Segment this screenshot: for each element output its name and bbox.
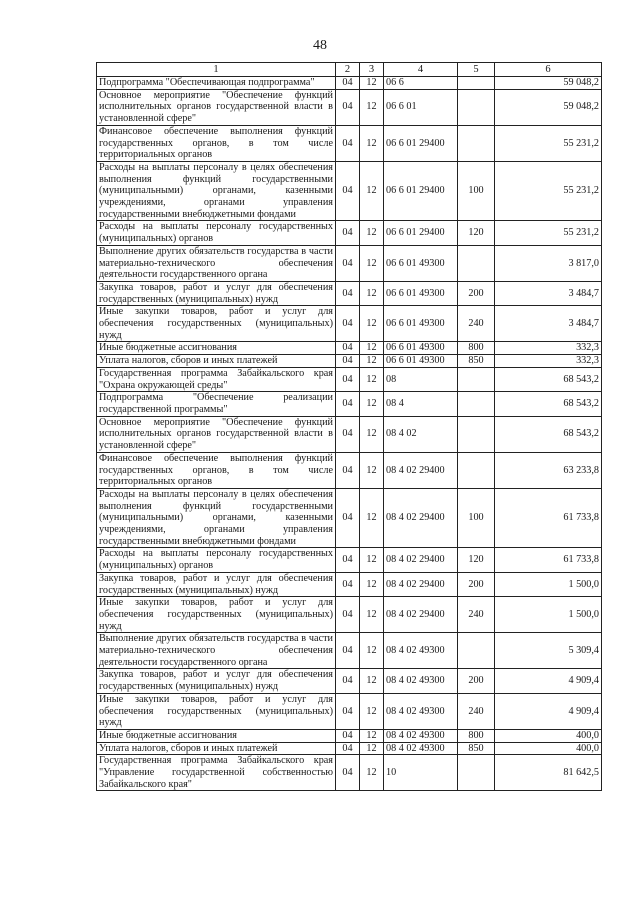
row-code-section-cell: 04	[336, 416, 360, 452]
row-amount-cell: 59 048,2	[495, 89, 602, 125]
row-amount-cell: 61 733,8	[495, 548, 602, 572]
row-expense-type-cell: 850	[458, 742, 495, 755]
row-target-article-cell: 06 6 01 49300	[384, 342, 458, 355]
row-expense-type-cell	[458, 125, 495, 161]
row-name-cell: Финансовое обеспечение выполнения функций государственных органов, в том числе территориальных органов	[97, 125, 336, 161]
row-code-section-cell: 04	[336, 742, 360, 755]
row-code-section-cell: 04	[336, 755, 360, 791]
row-name-cell: Закупка товаров, работ и услуг для обеспечения государственных (муниципальных) нужд	[97, 669, 336, 693]
header-cell: 2	[336, 63, 360, 77]
row-code-section-cell: 04	[336, 488, 360, 548]
row-name-cell: Подпрограмма "Обеспечивающая подпрограмма"	[97, 77, 336, 90]
row-target-article-cell: 06 6 01 49300	[384, 281, 458, 305]
row-target-article-cell: 08 4 02 49300	[384, 669, 458, 693]
table-row	[97, 306, 602, 342]
row-expense-type-cell	[458, 416, 495, 452]
row-amount-cell: 55 231,2	[495, 161, 602, 221]
row-amount-cell: 332,3	[495, 355, 602, 368]
row-expense-type-cell	[458, 633, 495, 669]
budget-table	[96, 62, 602, 791]
row-code-subsection-cell: 12	[360, 633, 384, 669]
table-row	[97, 89, 602, 125]
row-code-section-cell: 04	[336, 693, 360, 729]
row-code-subsection-cell: 12	[360, 452, 384, 488]
row-code-section-cell: 04	[336, 281, 360, 305]
row-expense-type-cell: 200	[458, 281, 495, 305]
row-code-subsection-cell: 12	[360, 342, 384, 355]
row-code-section-cell: 04	[336, 367, 360, 391]
row-expense-type-cell: 100	[458, 161, 495, 221]
row-code-section-cell: 04	[336, 452, 360, 488]
row-name-cell: Государственная программа Забайкальского края "Охрана окружающей среды"	[97, 367, 336, 391]
table-row	[97, 281, 602, 305]
row-amount-cell: 68 543,2	[495, 367, 602, 391]
row-amount-cell: 55 231,2	[495, 125, 602, 161]
row-target-article-cell: 08 4	[384, 392, 458, 416]
table-header-row	[97, 63, 602, 77]
row-code-section-cell: 04	[336, 77, 360, 90]
table-row	[97, 355, 602, 368]
table-row	[97, 548, 602, 572]
row-target-article-cell: 08 4 02 29400	[384, 597, 458, 633]
table-row	[97, 77, 602, 90]
table-row	[97, 342, 602, 355]
row-name-cell: Подпрограмма "Обеспечение реализации государственной программы"	[97, 392, 336, 416]
row-name-cell: Выполнение других обязательств государства в части материально-технического обеспечения деятельности государственного органа	[97, 633, 336, 669]
row-amount-cell: 81 642,5	[495, 755, 602, 791]
row-expense-type-cell	[458, 392, 495, 416]
table-row	[97, 669, 602, 693]
row-code-subsection-cell: 12	[360, 572, 384, 596]
table-row	[97, 161, 602, 221]
table-row	[97, 125, 602, 161]
row-code-subsection-cell: 12	[360, 755, 384, 791]
row-name-cell: Иные закупки товаров, работ и услуг для обеспечения государственных (муниципальных) нужд	[97, 597, 336, 633]
row-code-section-cell: 04	[336, 161, 360, 221]
header-cell: 1	[97, 63, 336, 77]
row-name-cell: Расходы на выплаты персоналу в целях обеспечения выполнения функций государственными (муниципальными) органами, казенными учреждениями, органами управления государственными внебюджетными фондами	[97, 161, 336, 221]
row-expense-type-cell: 800	[458, 342, 495, 355]
table-row	[97, 452, 602, 488]
row-name-cell: Выполнение других обязательств государства в части материально-технического обеспечения деятельности государственного органа	[97, 245, 336, 281]
row-expense-type-cell	[458, 89, 495, 125]
row-target-article-cell: 08 4 02 29400	[384, 548, 458, 572]
row-code-section-cell: 04	[336, 89, 360, 125]
row-amount-cell: 3 817,0	[495, 245, 602, 281]
header-cell: 4	[384, 63, 458, 77]
row-amount-cell: 4 909,4	[495, 693, 602, 729]
row-name-cell: Уплата налогов, сборов и иных платежей	[97, 742, 336, 755]
row-code-subsection-cell: 12	[360, 125, 384, 161]
row-code-subsection-cell: 12	[360, 89, 384, 125]
row-code-subsection-cell: 12	[360, 669, 384, 693]
row-code-subsection-cell: 12	[360, 742, 384, 755]
row-code-section-cell: 04	[336, 306, 360, 342]
row-amount-cell: 1 500,0	[495, 572, 602, 596]
row-target-article-cell: 08 4 02 49300	[384, 633, 458, 669]
row-code-subsection-cell: 12	[360, 597, 384, 633]
row-code-subsection-cell: 12	[360, 245, 384, 281]
row-name-cell: Закупка товаров, работ и услуг для обеспечения государственных (муниципальных) нужд	[97, 281, 336, 305]
table-row	[97, 367, 602, 391]
row-code-subsection-cell: 12	[360, 392, 384, 416]
row-amount-cell: 332,3	[495, 342, 602, 355]
row-code-section-cell: 04	[336, 633, 360, 669]
row-expense-type-cell: 120	[458, 221, 495, 245]
row-expense-type-cell: 120	[458, 548, 495, 572]
row-amount-cell: 63 233,8	[495, 452, 602, 488]
row-code-subsection-cell: 12	[360, 161, 384, 221]
row-target-article-cell: 06 6 01 29400	[384, 221, 458, 245]
row-code-subsection-cell: 12	[360, 221, 384, 245]
row-amount-cell: 400,0	[495, 729, 602, 742]
table-row	[97, 597, 602, 633]
row-amount-cell: 1 500,0	[495, 597, 602, 633]
table-row	[97, 729, 602, 742]
row-target-article-cell: 06 6	[384, 77, 458, 90]
row-code-section-cell: 04	[336, 669, 360, 693]
table-row	[97, 221, 602, 245]
row-code-subsection-cell: 12	[360, 729, 384, 742]
table-row	[97, 633, 602, 669]
row-expense-type-cell: 100	[458, 488, 495, 548]
row-code-subsection-cell: 12	[360, 77, 384, 90]
row-target-article-cell: 08 4 02 29400	[384, 572, 458, 596]
row-amount-cell: 400,0	[495, 742, 602, 755]
row-code-subsection-cell: 12	[360, 355, 384, 368]
row-name-cell: Расходы на выплаты персоналу государственных (муниципальных) органов	[97, 548, 336, 572]
row-code-section-cell: 04	[336, 548, 360, 572]
row-expense-type-cell: 850	[458, 355, 495, 368]
row-name-cell: Иные закупки товаров, работ и услуг для обеспечения государственных (муниципальных) нужд	[97, 693, 336, 729]
row-expense-type-cell	[458, 755, 495, 791]
row-expense-type-cell: 800	[458, 729, 495, 742]
row-target-article-cell: 08 4 02	[384, 416, 458, 452]
row-target-article-cell: 06 6 01 49300	[384, 245, 458, 281]
row-code-section-cell: 04	[336, 355, 360, 368]
row-amount-cell: 68 543,2	[495, 392, 602, 416]
page-number: 48	[313, 38, 327, 53]
row-code-section-cell: 04	[336, 245, 360, 281]
row-target-article-cell: 10	[384, 755, 458, 791]
row-target-article-cell: 08 4 02 49300	[384, 693, 458, 729]
row-name-cell: Расходы на выплаты персоналу государственных (муниципальных) органов	[97, 221, 336, 245]
table-row	[97, 693, 602, 729]
row-name-cell: Государственная программа Забайкальского края "Управление государственной собственностью Забайкальского края"	[97, 755, 336, 791]
row-target-article-cell: 06 6 01 29400	[384, 125, 458, 161]
row-expense-type-cell	[458, 77, 495, 90]
table-row	[97, 416, 602, 452]
row-code-section-cell: 04	[336, 572, 360, 596]
row-target-article-cell: 06 6 01 29400	[384, 161, 458, 221]
row-code-section-cell: 04	[336, 597, 360, 633]
table-body	[97, 77, 602, 791]
header-cell: 3	[360, 63, 384, 77]
row-name-cell: Иные бюджетные ассигнования	[97, 342, 336, 355]
row-expense-type-cell: 200	[458, 572, 495, 596]
row-target-article-cell: 08 4 02 29400	[384, 488, 458, 548]
row-amount-cell: 59 048,2	[495, 77, 602, 90]
row-target-article-cell: 06 6 01 49300	[384, 306, 458, 342]
row-amount-cell: 3 484,7	[495, 306, 602, 342]
row-amount-cell: 68 543,2	[495, 416, 602, 452]
row-code-subsection-cell: 12	[360, 693, 384, 729]
row-amount-cell: 55 231,2	[495, 221, 602, 245]
row-amount-cell: 3 484,7	[495, 281, 602, 305]
row-name-cell: Закупка товаров, работ и услуг для обеспечения государственных (муниципальных) нужд	[97, 572, 336, 596]
table-row	[97, 572, 602, 596]
row-name-cell: Финансовое обеспечение выполнения функций государственных органов, в том числе территориальных органов	[97, 452, 336, 488]
row-target-article-cell: 08 4 02 49300	[384, 742, 458, 755]
row-name-cell: Иные закупки товаров, работ и услуг для обеспечения государственных (муниципальных) нужд	[97, 306, 336, 342]
row-code-subsection-cell: 12	[360, 367, 384, 391]
row-target-article-cell: 06 6 01	[384, 89, 458, 125]
row-expense-type-cell	[458, 245, 495, 281]
row-expense-type-cell	[458, 367, 495, 391]
row-amount-cell: 4 909,4	[495, 669, 602, 693]
row-code-subsection-cell: 12	[360, 306, 384, 342]
table-row	[97, 245, 602, 281]
row-amount-cell: 5 309,4	[495, 633, 602, 669]
row-expense-type-cell: 200	[458, 669, 495, 693]
table-row	[97, 488, 602, 548]
row-code-subsection-cell: 12	[360, 281, 384, 305]
row-code-subsection-cell: 12	[360, 488, 384, 548]
row-target-article-cell: 08 4 02 29400	[384, 452, 458, 488]
row-target-article-cell: 08	[384, 367, 458, 391]
row-target-article-cell: 08 4 02 49300	[384, 729, 458, 742]
row-code-section-cell: 04	[336, 392, 360, 416]
row-expense-type-cell: 240	[458, 306, 495, 342]
table-row	[97, 755, 602, 791]
row-target-article-cell: 06 6 01 49300	[384, 355, 458, 368]
row-name-cell: Основное мероприятие "Обеспечение функций исполнительных органов государственной власти в установленной сфере"	[97, 89, 336, 125]
header-cell: 5	[458, 63, 495, 77]
row-code-section-cell: 04	[336, 125, 360, 161]
row-code-subsection-cell: 12	[360, 548, 384, 572]
row-amount-cell: 61 733,8	[495, 488, 602, 548]
header-cell: 6	[495, 63, 602, 77]
row-expense-type-cell: 240	[458, 693, 495, 729]
table-row	[97, 392, 602, 416]
row-name-cell: Расходы на выплаты персоналу в целях обеспечения выполнения функций государственными (муниципальными) органами, казенными учреждениями, органами управления государственными внебюджетными фондами	[97, 488, 336, 548]
table-row	[97, 742, 602, 755]
row-expense-type-cell	[458, 452, 495, 488]
row-code-section-cell: 04	[336, 729, 360, 742]
row-name-cell: Иные бюджетные ассигнования	[97, 729, 336, 742]
row-code-subsection-cell: 12	[360, 416, 384, 452]
row-code-section-cell: 04	[336, 342, 360, 355]
row-name-cell: Уплата налогов, сборов и иных платежей	[97, 355, 336, 368]
row-name-cell: Основное мероприятие "Обеспечение функций исполнительных органов государственной власти в установленной сфере"	[97, 416, 336, 452]
row-expense-type-cell: 240	[458, 597, 495, 633]
row-code-section-cell: 04	[336, 221, 360, 245]
